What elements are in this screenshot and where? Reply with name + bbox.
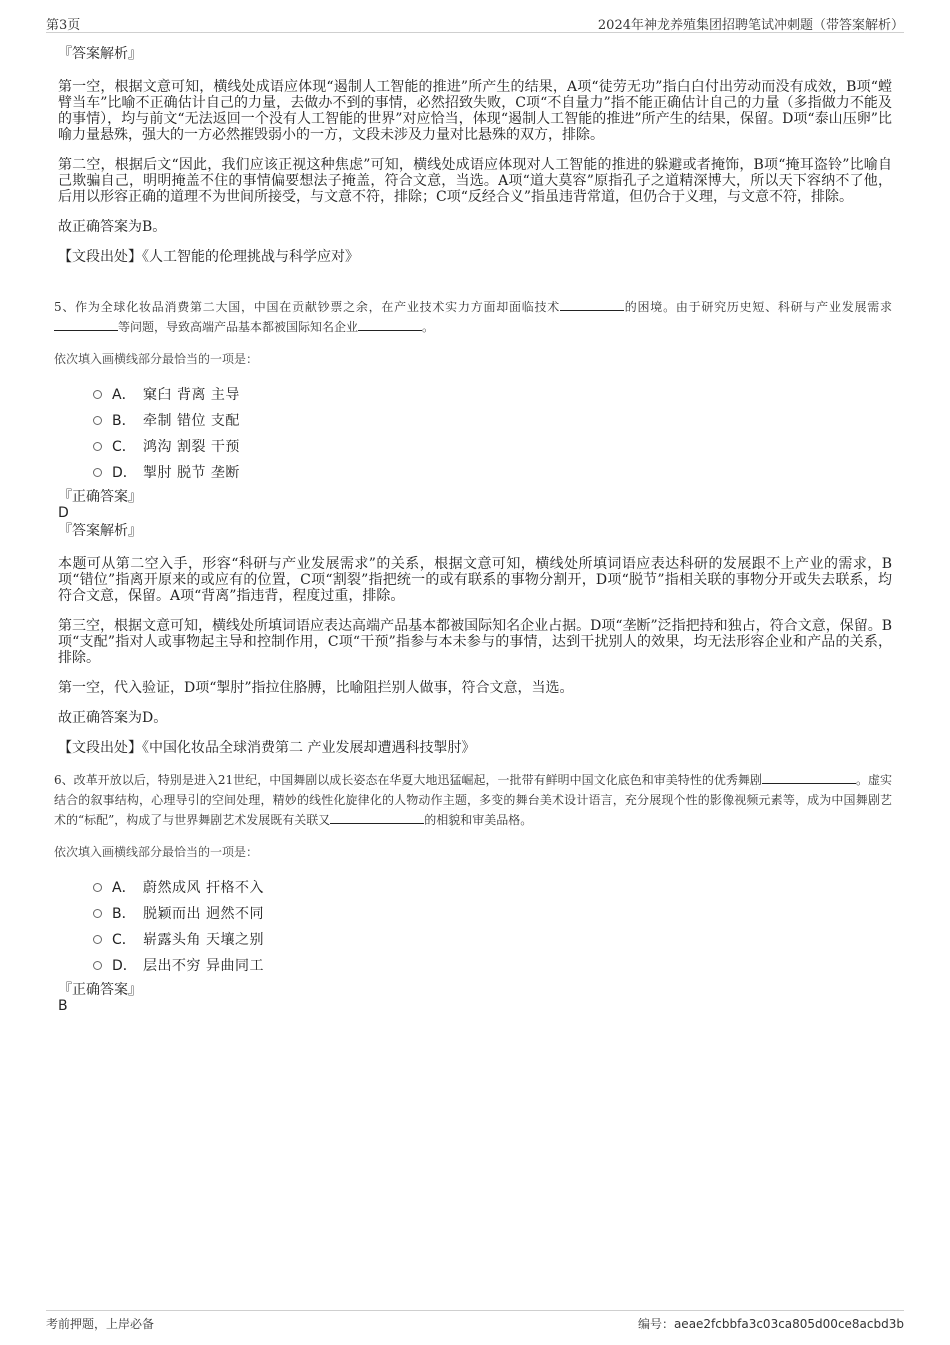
page-number: 第3页 [46, 18, 81, 33]
fill-blank [560, 298, 624, 311]
document-code-label: 编号： [637, 1317, 674, 1331]
question-stem: 5、作为全球化妆品消费第二大国，中国在贡献钞票之余，在产业技术实力方面却面临技术 的困境。由于研究历史短、科研与产业发展需求等问题，导致高端产品基本都被国际知名企业 。 [54, 300, 892, 334]
option-list [54, 381, 892, 485]
question-number: 5、 [54, 300, 76, 314]
page-header [46, 12, 904, 33]
question-6-answer [58, 982, 892, 1014]
analysis-paragraph: 第一空，代入验证，D项“掣肘”指拉住胳膊，比喻阻拦别人做事，符合文意，当选。 [58, 680, 574, 696]
fill-blank [54, 318, 118, 331]
question-5 [54, 297, 892, 485]
question-stem: 6、改革开放以后，特别是进入21世纪，中国舞剧以成长姿态在华夏大地迅猛崛起，一批带有鲜明中国文化底色和审美特性的优秀舞剧 。虚实结合的叙事结构，心理导引的空间处理，精妙的线性化旋律化的人物动作主题，多变的舞台美术设计语言，充分展现个性的影像视频元素等，成为中国舞剧艺术的“标配”，构成了与世界舞剧艺术发展既有关联又 的相貌和审美品格。 [54, 773, 892, 827]
question-instruction: 依次填入画横线部分最恰当的一项是： [54, 352, 259, 366]
option-c[interactable]: C． 鸿沟 割裂 干预 [54, 433, 892, 459]
radio-button-icon[interactable] [93, 883, 102, 892]
option-list [54, 874, 892, 978]
radio-button-icon[interactable] [93, 961, 102, 970]
correct-answer: D [58, 505, 69, 521]
correct-answer-label: 『正确答案』 [58, 489, 142, 505]
option-d[interactable]: D． 层出不穷 异曲同工 [54, 952, 892, 978]
option-b[interactable]: B． 脱颖而出 迥然不同 [54, 900, 892, 926]
analysis-paragraph: 第一空，根据文意可知，横线处成语应体现“遏制人工智能的推进”所产生的结果，A项“徒劳无功”指白白付出劳动而没有成效，B项“螳臂当车”比喻不正确估计自己的力量，去做办不到的事情，必然招致失败，C项“不自量力”指不能正确估计自己的力量（多指做力不能及的事情），均与前文“无法返回一个没有人工智能的世界”对应恰当，体现“遏制人工智能的推进”所产生的结果，保留。D项“泰山压卵”比喻力量悬殊，强大的一方必然摧毁弱小的一方，文段未涉及力量对比悬殊的双方，排除。 [58, 79, 892, 143]
radio-button-icon[interactable] [93, 468, 102, 477]
correct-answer: B [58, 998, 68, 1014]
option-b[interactable]: B． 牵制 错位 支配 [54, 407, 892, 433]
passage-source: 【文段出处】《中国化妆品全球消费第二 产业发展却遭遇科技掣肘》 [58, 740, 476, 756]
option-d[interactable]: D． 掣肘 脱节 垄断 [54, 459, 892, 485]
analysis-label: 『答案解析』 [58, 523, 142, 539]
fill-blank [762, 771, 856, 784]
analysis-paragraph: 第三空，根据文意可知，横线处所填词语应表达高端产品基本都被国际知名企业占据。D项“垄断”泛指把持和独占，符合文意，保留。B项“支配”指对人或事物起主导和控制作用，C项“干预”指参与本未参与的事情，达到干扰别人的效果，均无法形容企业和产品的关系，排除。 [58, 618, 892, 666]
radio-button-icon[interactable] [93, 442, 102, 451]
analysis-paragraph: 第二空，根据后文“因此，我们应该正视这种焦虑”可知，横线处成语应体现对人工智能的推进的躲避或者掩饰，B项“掩耳盗铃”比喻自己欺骗自己，明明掩盖不住的事情偏要想法子掩盖，符合文意，当选。A项“道大莫容”原指孔子之道精深博大，所以天下容纳不了他，后用以形容正确的道理不为世间所接受，与文意不符，排除；C项“反经合义”指虽违背常道，但仍合于义理，与文意不符，排除。 [58, 157, 892, 205]
analysis-paragraph: 故正确答案为B。 [58, 219, 167, 235]
document-title: 2024年神龙养殖集团招聘笔试冲刺题（带答案解析） [597, 18, 904, 33]
analysis-paragraph: 故正确答案为D。 [58, 710, 168, 726]
document-code-value: aeae2fcbbfa3c03ca805d00ce8acbd3b [673, 1317, 904, 1331]
question-4-analysis [58, 46, 892, 265]
radio-button-icon[interactable] [93, 416, 102, 425]
page-content [54, 46, 892, 1016]
option-a[interactable]: A． 窠臼 背离 主导 [54, 381, 892, 407]
radio-button-icon[interactable] [93, 909, 102, 918]
footer-slogan: 考前押题，上岸必备 [46, 1317, 155, 1331]
option-c[interactable]: C． 崭露头角 天壤之别 [54, 926, 892, 952]
option-a[interactable]: A． 蔚然成风 扞格不入 [54, 874, 892, 900]
page-footer [46, 1310, 904, 1333]
analysis-label: 『答案解析』 [58, 46, 142, 62]
passage-source: 【文段出处】《人工智能的伦理挑战与科学应对》 [58, 249, 359, 265]
question-5-answer [58, 489, 892, 756]
analysis-paragraph: 本题可从第二空入手，形容“科研与产业发展需求”的关系，根据文意可知，横线处所填词语应表达科研的发展跟不上产业的需求，B项“错位”指离开原来的或应有的位置，C项“割裂”指把统一的或有联系的事物分割开，D项“脱节”指相关联的事物分开或失去联系，均符合文意，保留。A项“背离”指违背，程度过重，排除。 [58, 556, 892, 604]
question-6 [54, 770, 892, 978]
question-instruction: 依次填入画横线部分最恰当的一项是： [54, 845, 259, 859]
radio-button-icon[interactable] [93, 935, 102, 944]
fill-blank [330, 811, 424, 824]
document-code [638, 1315, 904, 1332]
correct-answer-label: 『正确答案』 [58, 982, 142, 998]
fill-blank [358, 318, 422, 331]
question-number: 6、 [54, 773, 74, 787]
radio-button-icon[interactable] [93, 390, 102, 399]
